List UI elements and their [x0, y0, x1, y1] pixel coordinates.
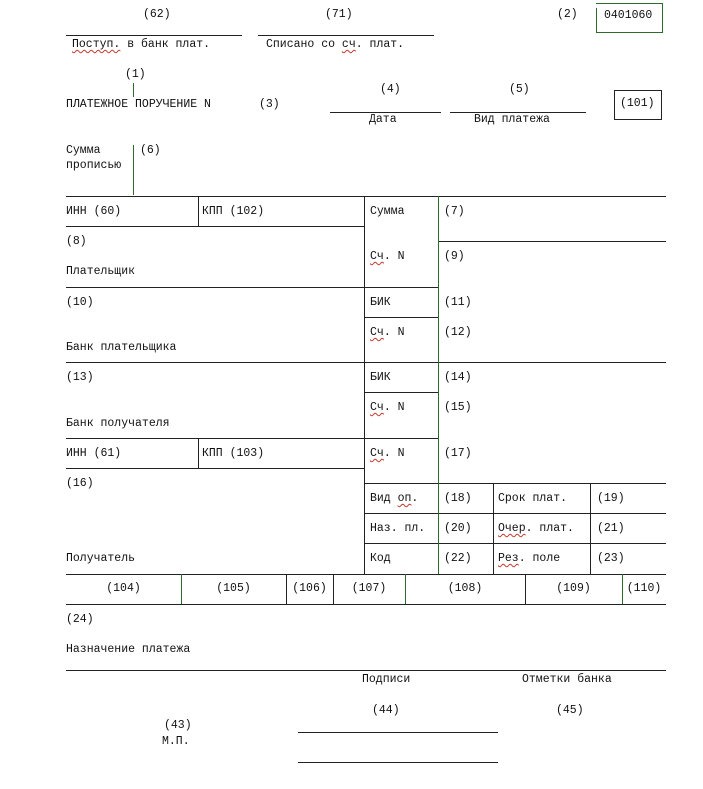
payment-type-label: Вид платежа: [474, 113, 550, 126]
payer-bank-account-label: Сч. N: [370, 326, 405, 339]
field-106: (106): [292, 582, 327, 595]
field-1-tick: [133, 83, 134, 97]
field-44: (44): [372, 704, 400, 717]
row-line: [66, 468, 364, 469]
field-8: (8): [66, 235, 87, 248]
row-line: [66, 670, 666, 671]
col-line: [198, 438, 199, 468]
amount-words-divider: [133, 145, 134, 195]
amount-words-label-2: прописью: [66, 159, 122, 172]
reserve-field-label: Рез. поле: [498, 552, 561, 565]
debited-line: [258, 35, 434, 36]
col-line: [438, 483, 439, 574]
field-107: (107): [351, 582, 387, 595]
field-24: (24): [66, 613, 94, 626]
field-13: (13): [66, 371, 94, 384]
col-line: [364, 196, 365, 574]
field-10: (10): [66, 296, 94, 309]
field-105: (105): [216, 582, 251, 595]
field-4: (4): [380, 83, 401, 96]
field-18: (18): [444, 492, 472, 505]
payee-label: Получатель: [66, 552, 136, 565]
row-line: [364, 483, 666, 484]
field-110: (110): [626, 582, 662, 595]
op-type-label: Вид оп.: [370, 492, 419, 505]
payee-bank-account-label: Сч. N: [370, 401, 405, 414]
field-16: (16): [66, 477, 94, 490]
form-code: 0401060: [604, 9, 653, 22]
signature-line-1: [298, 732, 498, 733]
field-45: (45): [556, 704, 584, 717]
debited-label: Списано со сч. плат.: [266, 38, 405, 51]
field-6: (6): [140, 144, 161, 157]
row-line: [364, 392, 438, 393]
purpose-code-label: Наз. пл.: [370, 522, 426, 535]
field-104: (104): [106, 582, 141, 595]
row-line: [66, 438, 438, 439]
field-9: (9): [444, 250, 465, 263]
payer-account-label: Сч. N: [370, 250, 405, 263]
field-22: (22): [444, 552, 472, 565]
field-19: (19): [597, 492, 625, 505]
field-20: (20): [444, 522, 472, 535]
row-line: [66, 226, 364, 227]
field-71: (71): [325, 8, 353, 21]
amount-label: Сумма: [370, 205, 405, 218]
payee-account-label: Сч. N: [370, 447, 405, 460]
field-2: (2): [557, 8, 578, 21]
row-line: [66, 196, 666, 197]
field-109: (109): [556, 582, 591, 595]
purpose-label: Назначение платежа: [66, 643, 191, 656]
col-line: [590, 483, 591, 574]
payee-kpp: КПП (103): [202, 447, 265, 460]
field-43: (43): [164, 719, 192, 732]
row-line: [66, 287, 438, 288]
field-11: (11): [444, 296, 472, 309]
received-line: [66, 35, 242, 36]
col-line: [493, 483, 494, 574]
payer-label: Плательщик: [66, 265, 136, 278]
col-line: [198, 196, 199, 226]
payer-inn: ИНН (60): [66, 205, 122, 218]
payment-order-label: Очер. плат.: [498, 522, 574, 535]
field-62: (62): [143, 8, 171, 21]
row-line: [364, 543, 666, 544]
field-7: (7): [444, 205, 465, 218]
payer-bank-bik-label: БИК: [370, 296, 391, 309]
date-label: Дата: [369, 113, 397, 126]
field-1: (1): [125, 68, 146, 81]
stamp-label: М.П.: [162, 735, 190, 748]
field-21: (21): [597, 522, 625, 535]
field-101: (101): [620, 97, 655, 110]
amount-words-label-1: Сумма: [66, 144, 101, 157]
payee-bank-bik-label: БИК: [370, 371, 391, 384]
field-17: (17): [444, 447, 472, 460]
field-12: (12): [444, 326, 472, 339]
signature-line-2: [298, 762, 498, 763]
payee-inn: ИНН (61): [66, 447, 122, 460]
row-line: [66, 604, 666, 605]
code-label: Код: [370, 552, 391, 565]
row-line: [66, 362, 666, 363]
payee-bank-label: Банк получателя: [66, 417, 170, 430]
received-label: Поступ. в банк плат.: [72, 38, 211, 51]
field-14: (14): [444, 371, 472, 384]
field-23: (23): [597, 552, 625, 565]
due-date-label: Срок плат.: [498, 492, 568, 505]
row-line: [364, 317, 438, 318]
document-title: ПЛАТЕЖНОЕ ПОРУЧЕНИЕ N: [66, 98, 211, 111]
row-line: [438, 241, 666, 242]
bank-marks-label: Отметки банка: [522, 673, 612, 686]
row-line: [66, 574, 666, 575]
payer-bank-label: Банк плательщика: [66, 341, 177, 354]
col-line: [438, 196, 439, 483]
row-line: [364, 513, 666, 514]
signatures-label: Подписи: [362, 673, 411, 686]
field-15: (15): [444, 401, 472, 414]
field-3: (3): [259, 98, 280, 111]
payer-kpp: КПП (102): [202, 205, 265, 218]
field-108: (108): [447, 582, 483, 595]
field-5: (5): [509, 83, 530, 96]
